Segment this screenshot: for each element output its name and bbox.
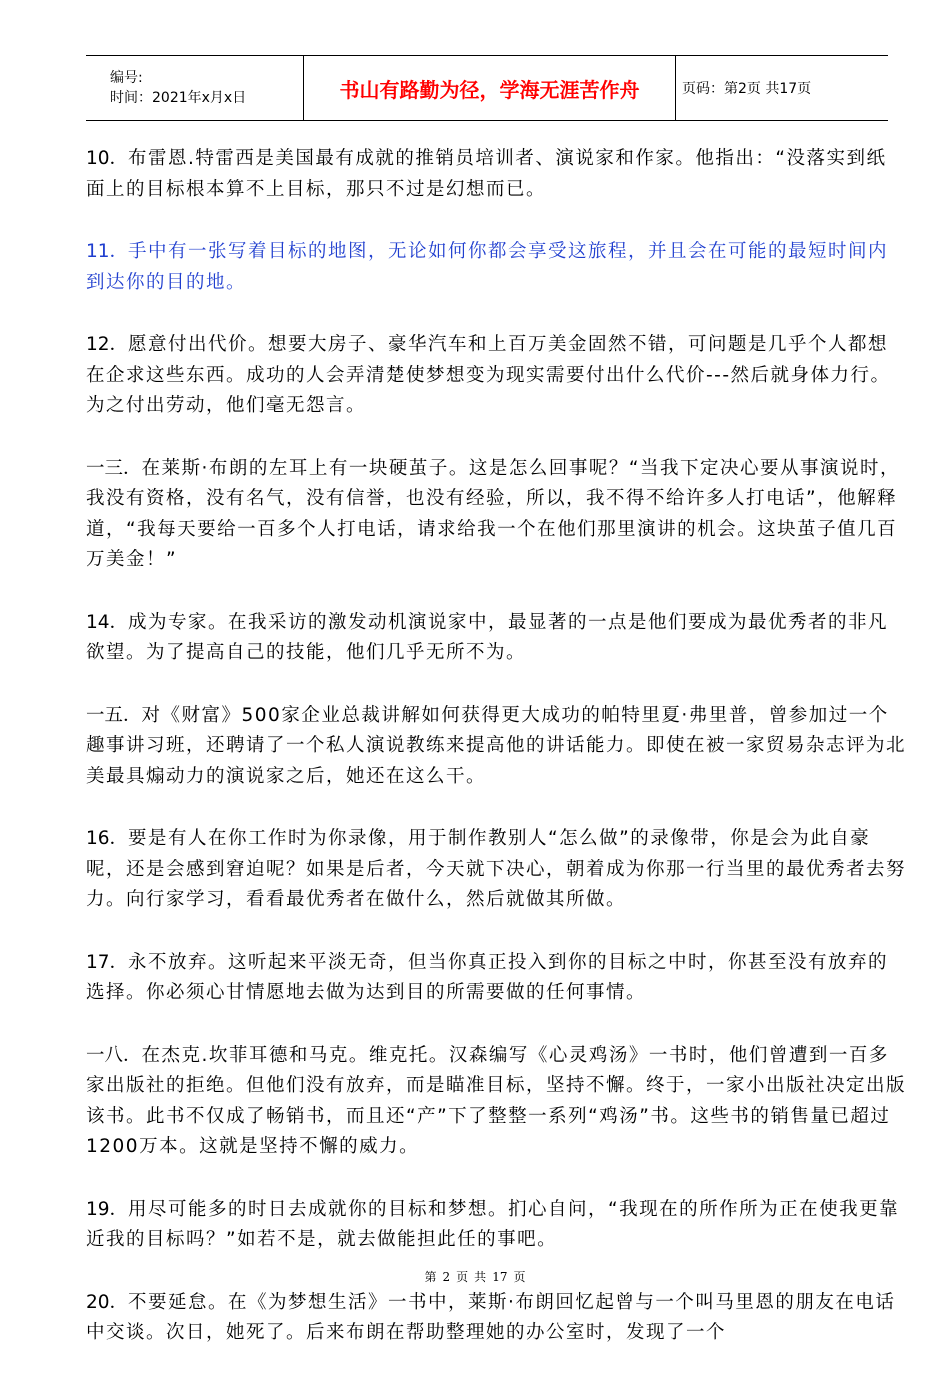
paragraph-text: 永不放弃。这听起来平淡无奇，但当你真正投入到你的目标之中时，你甚至没有放弃的选择。你必须心甘情愿地去做为达到目的所需要做的任何事情。 (86, 951, 889, 1003)
paragraph-14 (86, 608, 906, 669)
paragraph-text: 在杰克.坎菲耳德和马克。维克托。汉森编写《心灵鸡汤》一书时，他们曾遭到一百多家出版社的拒绝。但他们没有放弃，而是瞄准目标，坚持不懈。终于，一家小出版社决定出版该书。此书不仅成了畅销书，而且还“产”下了整整一系列“鸡汤”书。这些书的销售量已超过1200万本。这就是坚持不懈的威力。 (86, 1044, 907, 1157)
paragraph-13 (86, 454, 906, 576)
paragraph-text: 对《财富》500家企业总裁讲解如何获得更大成功的帕特里夏·弗里普，曾参加过一个趣事讲习班，还聘请了一个私人演说教练来提高他的讲话能力。即使在被一家贸易杂志评为北美最具煽动力的演说家之后，她还在这么干。 (86, 704, 907, 787)
paragraph-text: 在莱斯·布朗的左耳上有一块硬茧子。这是怎么回事呢？“当我下定决心要从事演说时，我没有资格，没有名气，没有信誉，也没有经验，所以，我不得不给许多人打电话”，他解释道，“我每天要给一百多个人打电话，请求给我一个在他们那里演讲的机会。这块茧子值几百万美金！” (86, 457, 900, 570)
paragraph-text: 愿意付出代价。想要大房子、豪华汽车和上百万美金固然不错，可问题是几乎个人都想在企求这些东西。成功的人会弄清楚使梦想变为现实需要付出什么代价---然后就身体力行。为之付出劳动，他们毫无怨言。 (86, 334, 891, 416)
paragraph-text: 手中有一张写着目标的地图，无论如何你都会享受这旅程，并且会在可能的最短时间内到达你的目的地。 (86, 241, 889, 293)
footer-di: 第 (424, 1270, 437, 1284)
document-body (86, 144, 906, 1381)
motto-text: 书山有路勤为径，学海无涯苦作舟 (339, 77, 640, 102)
document-time-label: 时间：2021年x月x日 (110, 90, 247, 106)
paragraph-number: 16． (86, 828, 129, 849)
paragraph-text: 用尽可能多的时日去成就你的目标和梦想。扪心自问，“我现在的所作所为正在使我更靠近我的目标吗？”如若不是，就去做能担此任的事吧。 (86, 1198, 900, 1250)
footer-ye2: 页 (513, 1270, 526, 1284)
document-number-label: 编号: (110, 70, 143, 86)
paragraph-15 (86, 701, 906, 793)
paragraph-19 (86, 1195, 906, 1256)
paragraph-18 (86, 1041, 906, 1163)
paragraph-number: 11． (86, 241, 129, 262)
paragraph-number: 一八． (86, 1044, 142, 1066)
paragraph-number: 10． (86, 148, 129, 169)
paragraph-text: 布雷恩.特雷西是美国最有成就的推销员培训者、演说家和作家。他指出：“没落实到纸面上的目标根本算不上目标，那只不过是幻想而已。 (86, 148, 887, 200)
paragraph-10 (86, 144, 906, 205)
paragraph-number: 17． (86, 951, 129, 973)
footer-ye: 页 (456, 1270, 469, 1284)
header-meta (86, 56, 304, 120)
page-header (86, 55, 888, 121)
header-motto (304, 56, 676, 120)
page-footer (0, 1268, 950, 1285)
paragraph-16 (86, 824, 906, 916)
paragraph-text: 成为专家。在我采访的激发动机演说家中，最显著的一点是他们要成为最优秀者的非凡欲望。为了提高自己的技能，他们几乎无所不为。 (86, 611, 889, 663)
footer-gong: 共 (474, 1270, 487, 1284)
paragraph-number: 14． (86, 611, 129, 633)
paragraph-11 (86, 237, 906, 298)
paragraph-number: 一三． (86, 457, 142, 479)
footer-total-pages: 17 (492, 1270, 508, 1284)
paragraph-12 (86, 330, 906, 422)
paragraph-number: 20． (86, 1291, 129, 1313)
paragraph-17 (86, 948, 906, 1009)
paragraph-text: 要是有人在你工作时为你录像，用于制作教别人“怎么做”的录像带，你是会为此自豪呢，还是会感到窘迫呢？如果是后者，今天就下决心，朝着成为你那一行当里的最优秀者去努力。向行家学习，看看最优秀者在做什么，然后就做其所做。 (86, 828, 907, 910)
paragraph-20 (86, 1288, 906, 1349)
paragraph-number: 12． (86, 334, 129, 355)
header-page-info (676, 56, 888, 120)
paragraph-number: 19． (86, 1198, 129, 1220)
page-info-text: 页码：第2页 共17页 (682, 81, 812, 97)
paragraph-number: 一五． (86, 704, 142, 726)
footer-page-number: 2 (442, 1270, 451, 1284)
paragraph-text: 不要延怠。在《为梦想生活》一书中，莱斯·布朗回忆起曾与一个叫马里恩的朋友在电话中交谈。次日，她死了。后来布朗在帮助整理她的办公室时，发现了一个 (86, 1291, 896, 1343)
